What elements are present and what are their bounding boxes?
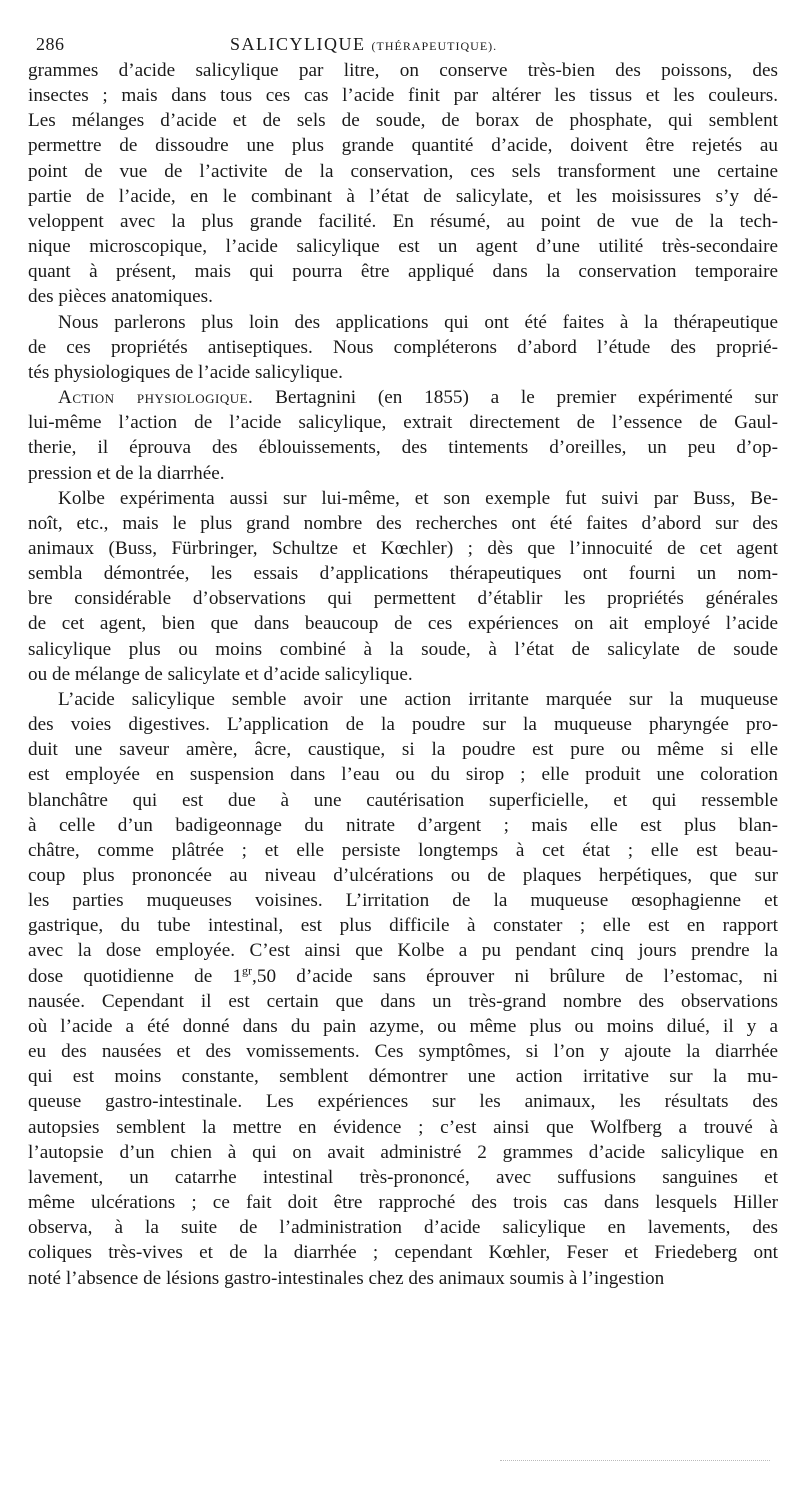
running-title-main: SALICYLIQUE xyxy=(230,34,366,54)
unit-superscript: gr xyxy=(242,963,253,978)
text-line: gastrique, du tube intestinal, est plus difficile à constater ; elle est en rapport xyxy=(28,915,778,937)
text-line: où l’acide a été donné dans du pain azyme, ou même plus ou moins dilué, il y a xyxy=(28,1015,778,1037)
footer-marks xyxy=(500,1460,770,1465)
running-header xyxy=(28,28,778,58)
text-line: pression et de la diarrhée. xyxy=(28,462,225,484)
text-line: dose quotidienne de $1^{gr},50$ d’acide sans éprouver ni brûlure de l’estomac, ni xyxy=(28,963,778,987)
text-line: duit une saveur amère, âcre, caustique, si la poudre est pure ou même si elle xyxy=(28,739,778,761)
paragraph xyxy=(28,687,778,1291)
text-line: therie, il éprouva des éblouissements, des tintements d’oreilles, un peu d’op- xyxy=(28,437,778,459)
text-line: grammes d’acide salicylique par litre, on conserve très-bien des poissons, des xyxy=(28,60,778,81)
body-text xyxy=(28,58,778,1291)
text-line: quant à présent, mais qui pourra être appliqué dans la conservation temporaire xyxy=(28,261,778,283)
text-line: sembla démontrée, les essais d’applications thérapeutiques ont fourni un nom- xyxy=(28,563,778,585)
text-line: nausée. Cependant il est certain que dans un très-grand nombre des observations xyxy=(28,990,778,1012)
text-line: ou de mélange de salicylate et d’acide salicylique. xyxy=(28,663,413,685)
section-lead: Action physiologique. xyxy=(58,387,254,409)
text-line: lui-même l’action de l’acide salicylique, extrait directement de l’essence de Gaul- xyxy=(28,412,778,434)
text-line: queuse gastro-intestinale. Les expériences sur les animaux, les résultats des xyxy=(28,1091,778,1113)
text-line: partie de l’acide, en le combinant à l’état de salicylate, et les moisissures s’y dé- xyxy=(28,185,778,207)
text-line: des pièces anatomiques. xyxy=(28,286,213,308)
text-line: permettre de dissoudre une plus grande quantité d’acide, doivent être rejetés au xyxy=(28,135,778,157)
text-line: nique microscopique, l’acide salicylique est un agent d’une utilité très-secondaire xyxy=(28,236,778,258)
paragraph xyxy=(28,486,778,687)
text-line-rest: Bertagnini (en 1855) a le premier expérimenté sur xyxy=(253,387,778,409)
text-line: autopsies semblent la mettre en évidence ; c’est ainsi que Wolfberg a trouvé à xyxy=(28,1116,778,1138)
running-title-sub: (THÉRAPEUTIQUE). xyxy=(371,39,498,53)
text-line: Nous parlerons plus loin des applications qui ont été faites à la thérapeutique xyxy=(58,311,778,333)
text-line: lavement, un catarrhe intestinal très-prononcé, avec suffusions sanguines et xyxy=(28,1166,778,1188)
text-line: animaux (Buss, Fürbringer, Schultze et Kœchler) ; dès que l’innocuité de cet agent xyxy=(28,537,778,559)
document-page xyxy=(28,28,778,1291)
text-line: de ces propriétés antiseptiques. Nous compléterons d’abord l’étude des proprié- xyxy=(28,336,778,358)
text-line: l’autopsie d’un chien à qui on avait administré 2 grammes d’acide salicylique en xyxy=(28,1141,778,1163)
paragraph xyxy=(28,310,778,385)
text-line: châtre, comme plâtrée ; et elle persiste longtemps à cet état ; elle est beau- xyxy=(28,839,778,861)
text-line: Kolbe expérimenta aussi sur lui-même, et son exemple fut suivi par Buss, Be- xyxy=(58,487,778,509)
paragraph xyxy=(28,58,778,310)
text-line: coliques très-vives et de la diarrhée ; cependant Kœhler, Feser et Friedeberg ont xyxy=(28,1242,778,1264)
text-line: même ulcérations ; ce fait doit être rapproché des trois cas dans lesquels Hiller xyxy=(28,1192,778,1214)
running-title xyxy=(230,34,497,55)
page-number: 286 xyxy=(36,34,65,54)
paragraph xyxy=(28,385,778,486)
text-line: bre considérable d’observations qui permettent d’établir les propriétés générales xyxy=(28,588,778,610)
text-line: L’acide salicylique semble avoir une action irritante marquée sur la muqueuse xyxy=(58,688,778,710)
text-line: de cet agent, bien que dans beaucoup de ces expériences on ait employé l’acide xyxy=(28,613,778,635)
text-line: coup plus prononcée au niveau d’ulcérations ou de plaques herpétiques, que sur xyxy=(28,865,778,886)
text-line xyxy=(28,385,778,410)
text-line: qui est moins constante, semblent démontrer une action irritative sur la mu- xyxy=(28,1066,778,1088)
text-line: à celle d’un badigeonnage du nitrate d’argent ; mais elle est plus blan- xyxy=(28,814,778,836)
text-line: observa, à la suite de l’administration d’acide salicylique en lavements, des xyxy=(28,1217,778,1239)
text-line: salicylique plus ou moins combiné à la soude, à l’état de salicylate de soude xyxy=(28,638,778,660)
text-line: tés physiologiques de l’acide salicylique. xyxy=(28,361,343,383)
text-line: avec la dose employée. C’est ainsi que Kolbe a pu pendant cinq jours prendre la xyxy=(28,940,778,962)
text-line: eu des nausées et des vomissements. Ces symptômes, si l’on y ajoute la diarrhée xyxy=(28,1041,778,1063)
text-line: Les mélanges d’acide et de sels de soude, de borax de phosphate, qui semblent xyxy=(28,110,778,132)
text-line: point de vue de l’activite de la conservation, ces sels transforment une certaine xyxy=(28,160,778,182)
text-line: insectes ; mais dans tous ces cas l’acide finit par altérer les tissus et les couleurs. xyxy=(28,85,778,107)
text-line: blanchâtre qui est due à une cautérisation superficielle, et qui ressemble xyxy=(28,789,778,811)
text-line: les parties muqueuses voisines. L’irritation de la muqueuse œsophagienne et xyxy=(28,890,778,912)
text-line: noît, etc., mais le plus grand nombre des recherches ont été faites d’abord sur des xyxy=(28,512,778,534)
text-line: des voies digestives. L’application de la poudre sur la muqueuse pharyngée pro- xyxy=(28,714,778,736)
text-line: noté l’absence de lésions gastro-intestinales chez des animaux soumis à l’ingestion xyxy=(28,1267,665,1289)
text-line: est employée en suspension dans l’eau ou du sirop ; elle produit une coloration xyxy=(28,764,778,786)
text-line: veloppent avec la plus grande facilité. En résumé, au point de vue de la tech- xyxy=(28,210,778,232)
